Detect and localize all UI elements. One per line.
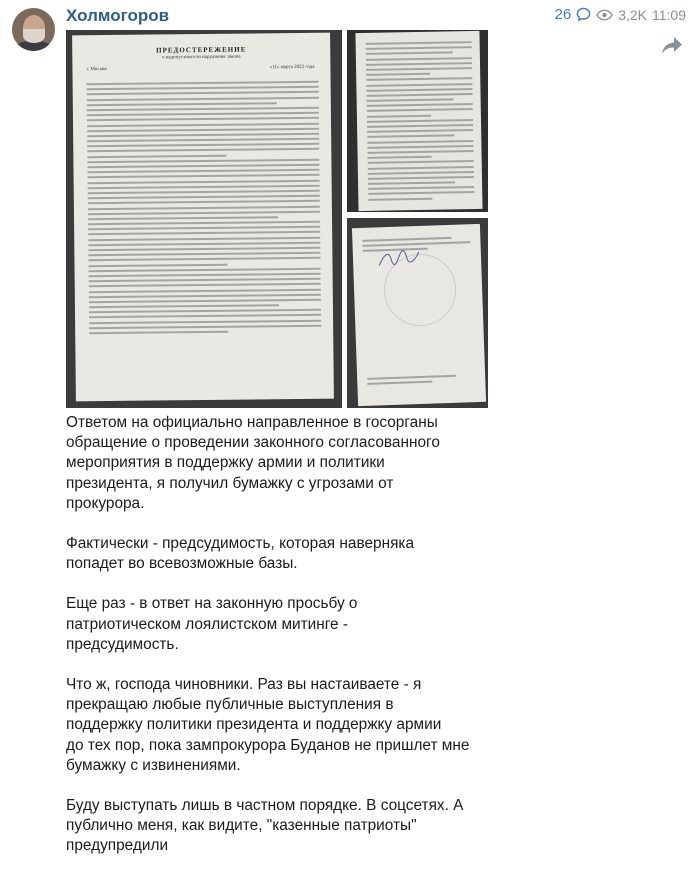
channel-name[interactable]: Холмогоров [66,6,170,25]
photo-document-page-3[interactable] [347,218,488,408]
document-sheet [352,224,486,406]
document-title: ПРЕДОСТЕРЕЖЕНИЕ [156,45,247,55]
post-paragraph: Ответом на официально направленное в госорганы обращение о проведении законного согласованного мероприятия в поддержку армии и политики президента, я получил бумажку с угрозами от прокурора. [66,414,440,512]
signature-mark [375,245,436,273]
comment-bubble-icon[interactable] [576,7,591,22]
post-text [66,413,496,877]
photo-document-page-2[interactable] [347,30,488,212]
channel-avatar[interactable] [12,8,55,51]
avatar-beard-shape [23,29,45,43]
post-paragraph: Фактически - предсудимость, которая наверняка попадет во всевозможные базы. [66,535,415,573]
document-date: «11» марта 2022 года [269,64,315,71]
post-paragraph: Буду выступать лишь в частном порядке. В соцсетях. А публично меня, как видите, "казенные патриоты" предупредили [66,797,464,855]
comments-count[interactable]: 26 [554,6,572,23]
document-place: г. Москва [86,67,107,73]
post-meta [555,6,687,23]
photo-album [66,30,488,408]
post-paragraph: Что ж, господа чиновники. Раз вы настаиваете - я прекращаю любые публичные выступления в поддержку политики президента и поддержку армии до тех пор, пока зампрокурора Буданов не пришлет мне бумажку с извинениями. [66,676,470,774]
post-time: 11:09 [652,6,686,23]
share-arrow-icon[interactable] [660,34,684,56]
post-paragraph: Еще раз - в ответ на законную просьбу о патриотическом лоялистском митинге - предсудимость. [66,595,358,653]
document-text-block [367,374,475,388]
document-text-block [366,41,475,204]
document-sheet [355,31,482,211]
document-sheet [72,33,334,402]
photo-document-page-1[interactable] [66,30,342,408]
views-count: 3,2K [618,6,647,23]
eye-icon [596,9,613,21]
document-subtitle: о недопустимости нарушения закона [162,54,241,61]
document-text-block [87,81,322,338]
